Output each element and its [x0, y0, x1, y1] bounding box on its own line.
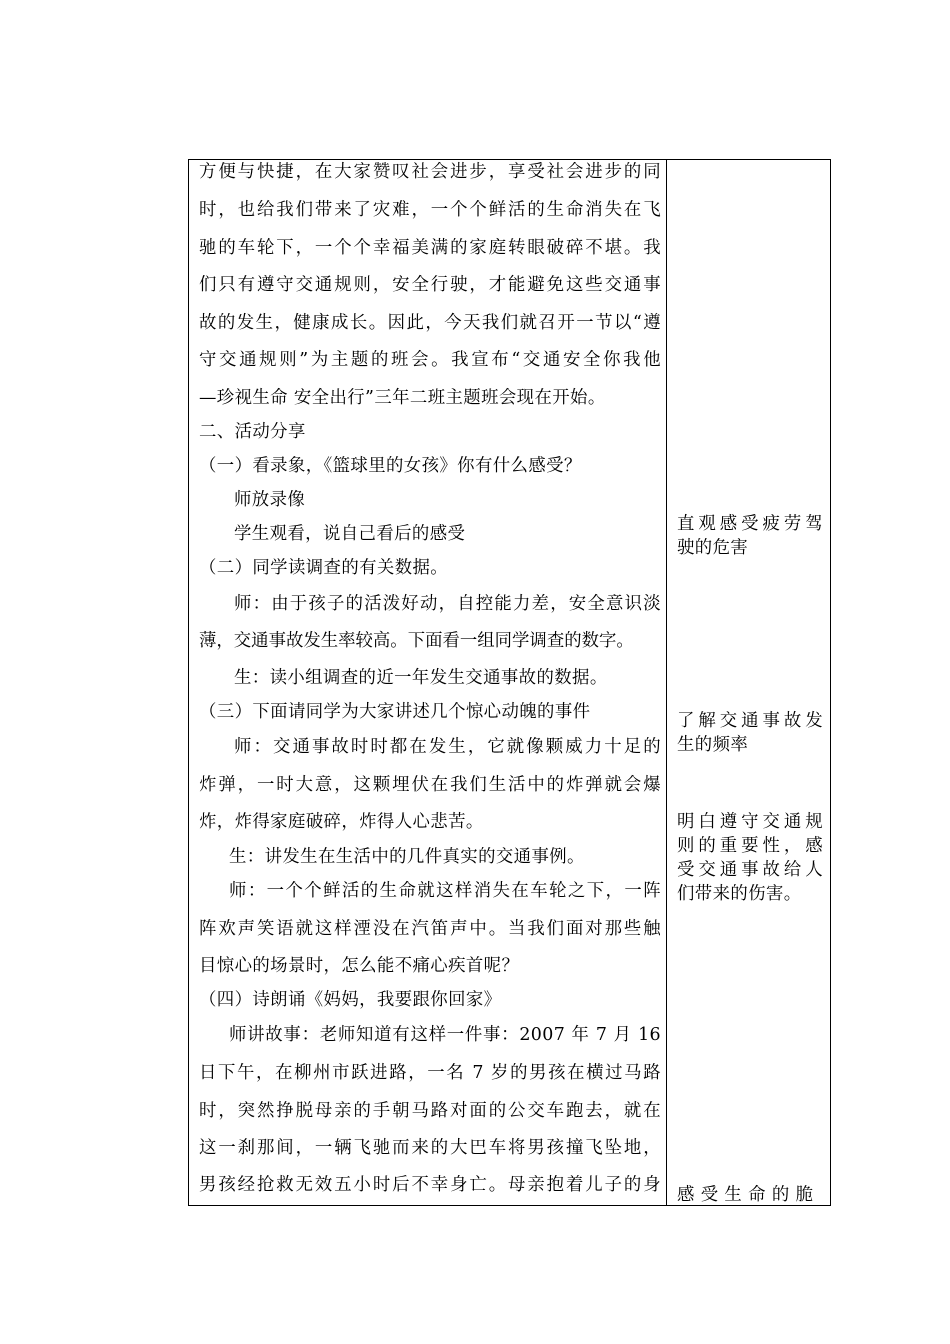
content-line: 生：讲发生在生活中的几件真实的交通事例。 [229, 847, 585, 867]
content-line: 目惊心的场景时，怎么能不痛心疾首呢？ [199, 956, 520, 976]
content-line: 炸，炸得家庭破碎，炸得人心悲苦。 [199, 812, 484, 832]
design-intent-cell [667, 160, 830, 1205]
note-line: 直观感受疲劳驾 [677, 514, 823, 534]
content-line: 们只有遵守交通规则，安全行驶，才能避免这些交通事 [199, 275, 661, 295]
content-line: 这一刹那间，一辆飞驰而来的大巴车将男孩撞飞坠地， [199, 1138, 661, 1158]
content-line: 师：交通事故时时都在发生，它就像颗威力十足的 [234, 737, 661, 757]
content-line: 时，突然挣脱母亲的手朝马路对面的公交车跑去，就在 [199, 1101, 661, 1121]
note-line: 生的频率 [677, 735, 749, 755]
content-line: 驰的车轮下，一个个幸福美满的家庭转眼破碎不堪。我 [199, 238, 661, 258]
lesson-plan-table [188, 159, 831, 1206]
design-note [677, 810, 823, 906]
content-line: 男孩经抢救无效五小时后不幸身亡。母亲抱着儿子的身 [199, 1175, 661, 1195]
note-line: 驶的危害 [677, 538, 749, 558]
content-line: 阵欢声笑语就这样湮没在汽笛声中。当我们面对那些触 [199, 919, 661, 939]
design-note [677, 512, 823, 560]
design-note [677, 709, 823, 757]
note-line: 明白遵守交通规 [677, 812, 823, 832]
content-line: 师：由于孩子的活泼好动，自控能力差，安全意识淡 [234, 594, 661, 614]
subsection-heading: （四）诗朗诵《妈妈，我要跟你回家》 [199, 990, 502, 1010]
content-line: 薄，交通事故发生率较高。下面看一组同学调查的数字。 [199, 631, 634, 651]
design-note [677, 1183, 823, 1207]
note-line: 感 受 生 命 的 脆 [677, 1185, 814, 1205]
content-line: 时，也给我们带来了灾难，一个个鲜活的生命消失在飞 [199, 200, 661, 220]
content-line: 师放录像 [234, 490, 306, 510]
note-line: 们带来的伤害。 [677, 884, 802, 904]
note-line: 了解交通事故发 [677, 711, 823, 731]
content-line: —珍视生命 安全出行”三年二班主题班会现在开始。 [199, 388, 606, 408]
section-heading: 二、活动分享 [199, 422, 306, 442]
subsection-heading: （一）看录象，《篮球里的女孩》你有什么感受？ [199, 456, 582, 476]
note-line: 受交通事故给人 [677, 860, 823, 880]
content-line: 方便与快捷，在大家赞叹社会进步，享受社会进步的同 [199, 162, 661, 182]
content-line: 学生观看，说自己看后的感受 [234, 524, 466, 544]
content-line: 师：一个个鲜活的生命就这样消失在车轮之下，一阵 [229, 881, 661, 901]
content-line: 生：读小组调查的近一年发生交通事故的数据。 [234, 668, 608, 688]
content-line: 日下午，在柳州市跃进路，一名 7 岁的男孩在横过马路 [199, 1063, 661, 1083]
activity-content-cell [189, 160, 666, 1205]
content-line: 故的发生，健康成长。因此，今天我们就召开一节以“遵 [199, 313, 661, 333]
content-line: 师讲故事：老师知道有这样一件事：2007 年 7 月 16 [229, 1025, 661, 1045]
subsection-heading: （二）同学读调查的有关数据。 [199, 558, 449, 578]
content-line: 炸弹，一时大意，这颗埋伏在我们生活中的炸弹就会爆 [199, 775, 661, 795]
note-line: 则的重要性，感 [677, 836, 823, 856]
subsection-heading: （三）下面请同学为大家讲述几个惊心动魄的事件 [199, 702, 591, 722]
content-line: 守交通规则”为主题的班会。我宣布“交通安全你我他 [199, 350, 661, 370]
